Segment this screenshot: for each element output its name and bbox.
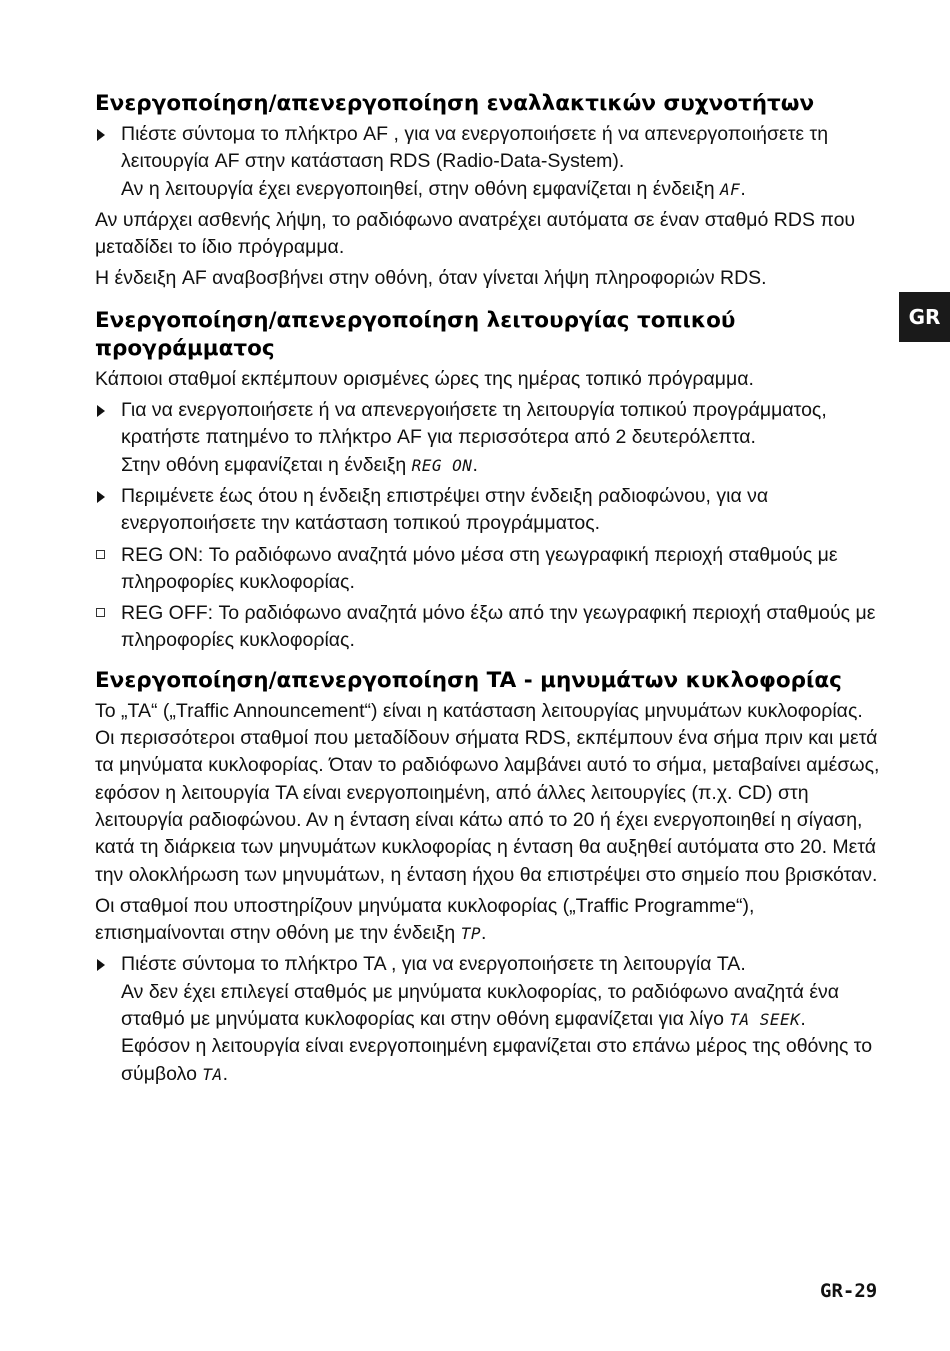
result-text-end: .: [800, 1008, 806, 1031]
instruction-result: [121, 979, 887, 1034]
page-content: [95, 90, 887, 1088]
result-text: Αν η λειτουργία έχει ενεργοποιηθεί, στην οθόνη εμφανίζεται η ένδειξη: [121, 177, 721, 200]
instruction-text: Περιμένετε έως ότου η ένδειξη επιστρέψει στην ένδειξη ραδιοφώνου, για να ενεργοποιήσετε την κατάσταση τοπικού προγράμματος.: [121, 484, 769, 535]
section-heading-regional: Ενεργοποίηση/απενεργοποίηση λειτουργίας τοπικού προγράμματος: [95, 307, 736, 361]
lcd-indicator: TP: [460, 924, 481, 944]
result-text-end: .: [222, 1062, 229, 1085]
language-tab: GR: [899, 292, 950, 342]
square-bullet-icon: [96, 608, 105, 617]
option-text: REG ON: Το ραδιόφωνο αναζητά μόνο μέσα στη γεωγραφική περιοχή σταθμούς με πληροφορίες κυκλοφορίας.: [121, 543, 838, 593]
option-item: [95, 542, 887, 597]
instruction-result: [121, 176, 887, 203]
instruction-item: [95, 121, 887, 203]
instruction-item: [95, 951, 887, 1087]
paragraph: Το „TA“ („Traffic Announcement“) είναι η κατάσταση λειτουργίας μηνυμάτων κυκλοφορίας. Οι περισσότεροι σταθμοί που μεταδίδουν σήματα RDS, εκπέμπουν ένα σήμα πριν και μετά τα μηνύματα κυκλοφορίας. Όταν το ραδιόφωνο λαμβάνει αυτό το σήμα, μεταβαίνει αμέσως, εφόσον η λειτουργία TA είναι ενεργοποιημένη, από άλλες λειτουργίες (π.χ. CD) στη λειτουργία ραδιοφώνου. Αν η ένταση είναι κάτω από το 20 ή έχει ενεργοποιηθεί η σίγαση, κατά τη διάρκεια των μηνυμάτων κυκλοφορίας η ένταση θα αυξηθεί αυτόματα στο 20. Μετά την ολοκλήρωση των μηνυμάτων, η ένταση ήχου θα επιστρέψει στο σημείο που βρισκόταν.: [95, 699, 880, 886]
result-text: Αν δεν έχει επιλεγεί σταθμός με μηνύματα κυκλοφορίας, το ραδιόφωνο αναζητά ένα σταθμό με μηνύματα κυκλοφορίας και στην οθόνη εμφανίζεται για λίγο: [121, 980, 840, 1031]
lcd-indicator: REG ON: [411, 455, 473, 475]
lcd-indicator: TA: [202, 1064, 223, 1084]
result-text-end: .: [472, 453, 478, 476]
paragraph: Η ένδειξη AF αναβοσβήνει στην οθόνη, όταν γίνεται λήψη πληροφοριών RDS.: [95, 267, 767, 290]
instruction-item: [95, 397, 887, 479]
result-text: Στην οθόνη εμφανίζεται η ένδειξη: [121, 453, 412, 476]
page-number: GR-29: [820, 1280, 878, 1302]
section-heading-ta: Ενεργοποίηση/απενεργοποίηση TA - μηνυμάτων κυκλοφορίας: [95, 667, 842, 693]
section-heading-af: Ενεργοποίηση/απενεργοποίηση εναλλακτικών συχνοτήτων: [95, 91, 815, 116]
instruction-item: [95, 483, 887, 538]
square-bullet-icon: [96, 550, 105, 559]
option-text: REG OFF: Το ραδιόφωνο αναζητά μόνο έξω από την γεωγραφική περιοχή σταθμούς με πληροφορίες κυκλοφορίας.: [121, 602, 876, 652]
instruction-result: [121, 452, 887, 479]
lcd-indicator: TA SEEK: [729, 1010, 801, 1030]
paragraph: Κάποιοι σταθμοί εκπέμπουν ορισμένες ώρες της ημέρας τοπικό πρόγραμμα.: [95, 367, 754, 390]
option-item: [95, 600, 887, 655]
instruction-text: Πιέστε σύντομα το πλήκτρο AF , για να ενεργοποιήσετε ή να απενεργοποιήσετε τη λειτουργία AF στην κατάσταση RDS (Radio-Data-System).: [121, 123, 829, 173]
triangle-bullet-icon: [97, 491, 105, 503]
paragraph-text-end: .: [480, 922, 487, 945]
instruction-text: Για να ενεργοποιήσετε ή να απενεργοιήσετε τη λειτουργία τοπικού προγράμματος, κρατήστε πατημένο το πλήκτρο AF για περισσότερα από 2 δευτερόλεπτα.: [121, 399, 827, 449]
result-text: Εφόσον η λειτουργία είναι ενεργοποιημένη εμφανίζεται στο επάνω μέρος της οθόνης το σύμβολο: [121, 1035, 873, 1085]
triangle-bullet-icon: [97, 129, 105, 141]
paragraph: [95, 893, 887, 948]
paragraph-text: Οι σταθμοί που υποστηρίζουν μηνύματα κυκλοφορίας („Traffic Programme“), επισημαίνονται στην οθόνη με την ένδειξη: [95, 894, 755, 945]
triangle-bullet-icon: [97, 959, 105, 971]
instruction-text: Πιέστε σύντομα το πλήκτρο TA , για να ενεργοποιήσετε τη λειτουργία TA.: [121, 953, 746, 976]
triangle-bullet-icon: [97, 405, 105, 417]
paragraph: Αν υπάρχει ασθενής λήψη, το ραδιόφωνο ανατρέχει αυτόματα σε έναν σταθμό RDS που μεταδίδει το ίδιο πρόγραμμα.: [95, 208, 856, 259]
instruction-result: [121, 1033, 887, 1088]
result-text-end: .: [740, 177, 746, 200]
lcd-indicator: AF: [720, 179, 741, 199]
